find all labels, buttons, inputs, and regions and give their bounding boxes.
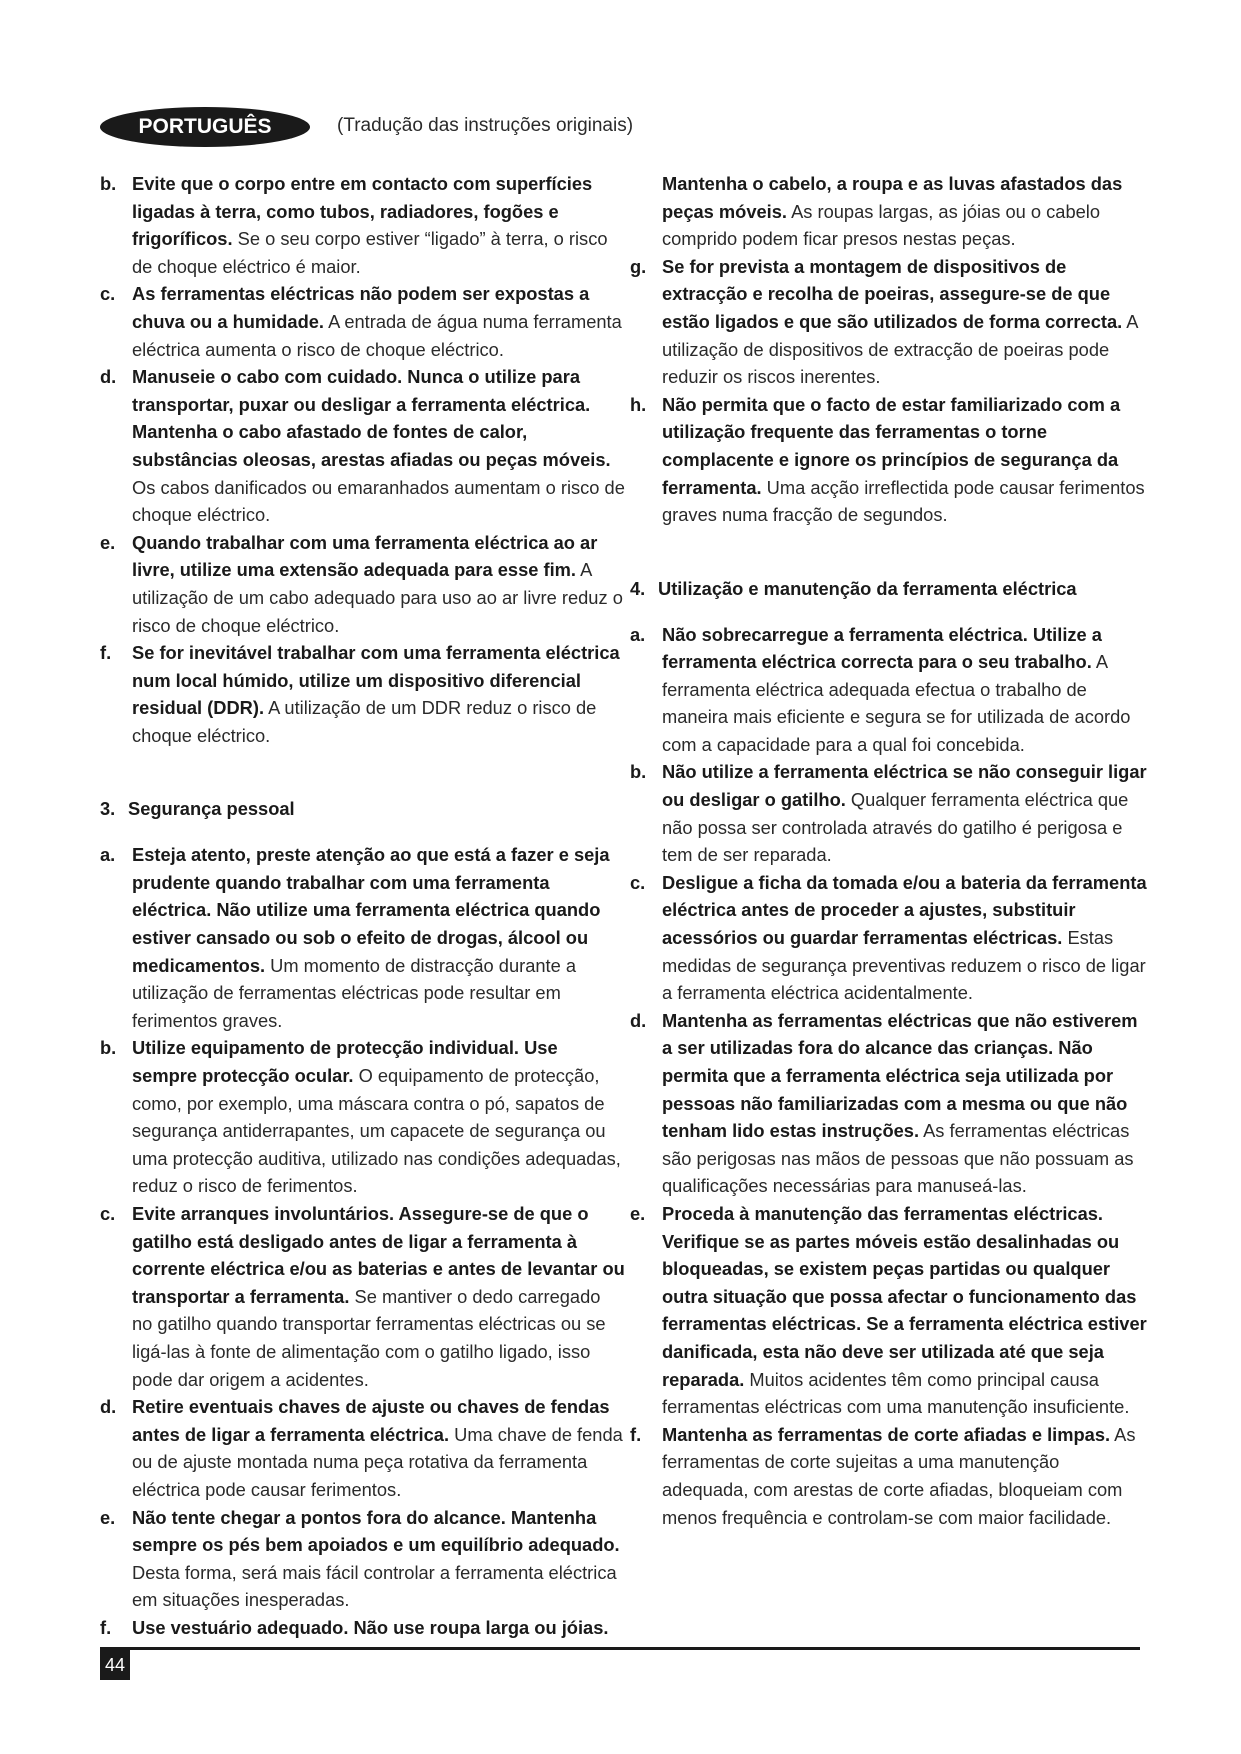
item-2e: e. Quando trabalhar com uma ferramenta eléctrica ao ar livre, utilize uma extensão adequada para esse fim. A utilização de um cabo adequado para uso ao ar livre reduz o risco de choque eléctrico. [100,531,623,636]
item-3h: h. Não permita que o facto de estar familiarizado com a utilização frequente das ferramentas o torne complacente e ignore os princípios de segurança da ferramenta. Uma acção irreflectida pode causar ferimentos graves numa fracção de segundos. [630,393,1145,526]
footer-rule [100,1647,1140,1650]
spacer [630,529,1150,557]
item-3e: e. Não tente chegar a pontos fora do alcance. Mantenha sempre os pés bem apoiados e um equilíbrio adequado. Desta forma, será mais fácil controlar a ferramenta eléctrica em situações inesperadas. [100,1506,620,1611]
translation-note: (Tradução das instruções originais) [337,115,634,136]
page-number-label: 44 [104,1654,126,1675]
spacer [100,749,625,777]
item-3b: b. Utilize equipamento de protecção individual. Use sempre protecção ocular. O equipamento de protecção, como, por exemplo, uma máscara contra o pó, sapatos de segurança antiderrapantes, um capacete de segurança ou uma protecção auditiva, utilizado nas condições adequadas, reduz o risco de ferimentos. [100,1037,621,1197]
language-label: PORTUGUÊS [138,115,272,138]
language-badge [100,107,310,147]
page-number [100,1650,130,1680]
item-3a: a. Esteja atento, preste atenção ao que está a fazer e seja prudente quando trabalhar com uma ferramenta eléctrica. Não utilize uma ferramenta eléctrica quando estiver cansado ou sob o efeito de drogas, álcool ou medicamentos. Um momento de distracção durante a utilização de ferramentas eléctricas pode resultar em ferimentos graves. [100,844,610,1031]
item-4a: a. Não sobrecarregue a ferramenta eléctrica. Utilize a ferramenta eléctrica correcta para o seu trabalho. A ferramenta eléctrica adequada efectua o trabalho de maneira mais eficiente e segura se for utilizada de acordo com a capacidade para a qual foi concebida. [630,623,1131,755]
item-2d: d. Manuseie o cabo com cuidado. Nunca o utilize para transportar, puxar ou desligar a ferramenta eléctrica. Mantenha o cabo afastado de fontes de calor, substâncias oleosas, arestas afiadas ou peças móveis. Os cabos danificados ou emaranhados aumentam o risco de choque eléctrico. [100,366,625,526]
item-3f-continued: Mantenha o cabelo, a roupa e as luvas afastados das peças móveis. As roupas largas, as jóias ou o cabelo comprido podem ficar presos nestas peças. [662,173,1123,250]
item-2b: b. Evite que o corpo entre em contacto com superfícies ligadas à terra, como tubos, radiadores, fogões e frigoríficos. Se o seu corpo estiver “ligado” à terra, o risco de choque eléctrico é maior. [100,173,608,277]
item-3g: g. Se for prevista a montagem de dispositivos de extracção e recolha de poeiras, assegure-se de que estão ligados e que são utilizados de forma correcta. A utilização de dispositivos de extracção de poeiras pode reduzir os riscos inerentes. [630,255,1138,388]
item-4c: c. Desligue a ficha da tomada e/ou a bateria da ferramenta eléctrica antes de proceder a ajustes, substituir acessórios ou guardar ferramentas eléctricas. Estas medidas de segurança preventivas reduzem o risco de ligar a ferramenta eléctrica acidentalmente. [630,871,1147,1004]
item-4f: f. Mantenha as ferramentas de corte afiadas e limpas. As ferramentas de corte sujeitas a uma manutenção adequada, com arestas de corte afiadas, bloqueiam com menos frequência e controlam-se com maior facilidade. [630,1423,1136,1528]
left-column [100,170,625,1641]
section-4-heading: 4. Utilização e manutenção da ferramenta eléctrica [630,577,1077,599]
item-2f: f. Se for inevitável trabalhar com uma ferramenta eléctrica num local húmido, utilize um dispositivo diferencial residual (DDR). A utilização de um DDR reduz o risco de choque eléctrico. [100,642,620,746]
item-3f: f. Use vestuário adequado. Não use roupa larga ou jóias. [100,1616,609,1638]
item-3c: c. Evite arranques involuntários. Assegure-se de que o gatilho está desligado antes de ligar a ferramenta à corrente eléctrica e/ou as baterias e antes de levantar ou transportar a ferramenta. Se mantiver o dedo carregado no gatilho quando transportar ferramentas eléctricas ou se ligá-las à fonte de alimentação com o gatilho ligado, isso pode dar origem a acidentes. [100,1202,625,1390]
section-3-heading: 3. Segurança pessoal [100,798,295,820]
item-4b: b. Não utilize a ferramenta eléctrica se não conseguir ligar ou desligar o gatilho. Qualquer ferramenta eléctrica que não possa ser controlada através do gatilho é perigosa e tem de ser reparada. [630,761,1147,866]
item-3d: d. Retire eventuais chaves de ajuste ou chaves de fendas antes de ligar a ferramenta eléctrica. Uma chave de fenda ou de ajuste montada numa peça rotativa da ferramenta eléctrica pode causar ferimentos. [100,1396,623,1500]
item-2c: c. As ferramentas eléctricas não podem ser expostas a chuva ou a humidade. A entrada de água numa ferramenta eléctrica aumenta o risco de choque eléctrico. [100,283,622,360]
item-4d: d. Mantenha as ferramentas eléctricas que não estiverem a ser utilizadas fora do alcance das crianças. Não permita que a ferramenta eléctrica seja utilizada por pessoas não familiarizadas com a mesma ou que não tenham lido estas instruções. As ferramentas eléctricas são perigosas nas mãos de pessoas que não possuam as qualificações necessárias para manuseá-las. [630,1009,1138,1197]
item-4e: e. Proceda à manutenção das ferramentas eléctricas. Verifique se as partes móveis estão desalinhadas ou bloqueadas, se existem peças partidas ou qualquer outra situação que possa afectar o funcionamento das ferramentas eléctricas. Se a ferramenta eléctrica estiver danificada, esta não deve ser utilizada até que seja reparada. Muitos acidentes têm como principal causa ferramentas eléctricas com uma manutenção insuficiente. [630,1202,1147,1418]
right-column [630,170,1150,1531]
